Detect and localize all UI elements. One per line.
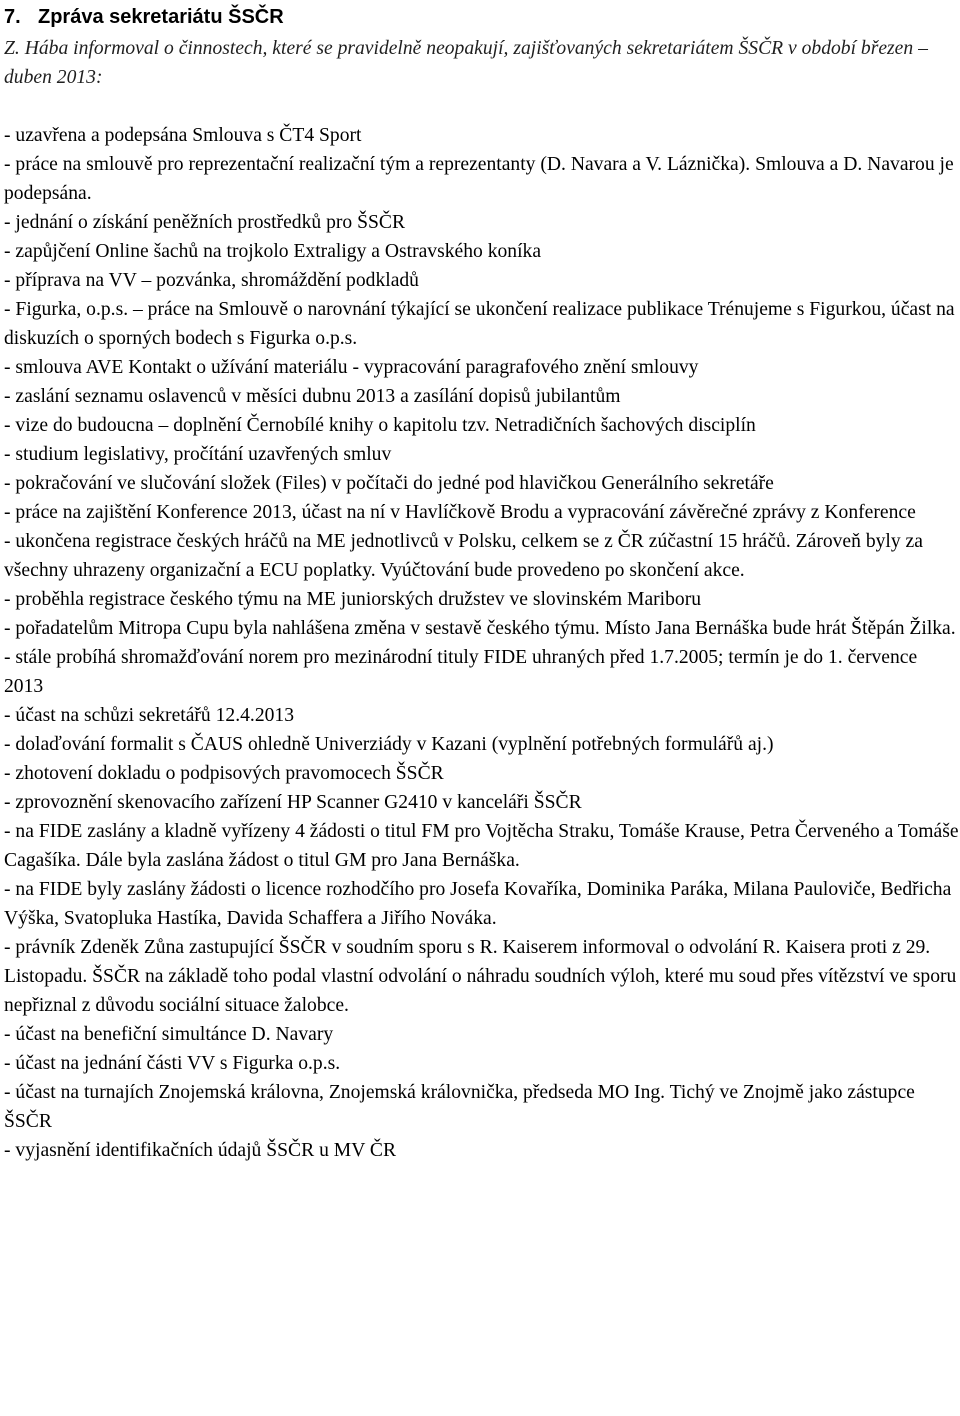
activity-item: - pokračování ve slučování složek (Files) v počítači do jedné pod hlavičkou Generálního sekretáře [4,473,774,494]
intro-paragraph: Z. Hába informoval o činnostech, které se pravidelně neopakují, zajišťovaných sekretariátem ŠSČR v období březen – duben 2013: [4,38,928,88]
section-number: 7. [4,6,21,28]
activity-item: - práce na zajištění Konference 2013, účast na ní v Havlíčkově Brodu a vypracování závěrečné zprávy z Konference [4,502,916,523]
activity-item: - práce na smlouvě pro reprezentační realizační tým a reprezentanty (D. Navara a V. Láznička). Smlouva a D. Navarou je podepsána. [4,154,954,204]
activity-item: - zapůjčení Online šachů na trojkolo Extraligy a Ostravského koníka [4,241,542,262]
activity-item: - pořadatelům Mitropa Cupu byla nahlášena změna v sestavě českého týmu. Místo Jana Bernáška bude hrát Štěpán Žilka. [4,618,956,639]
activity-item: - právník Zdeněk Zůna zastupující ŠSČR v soudním sporu s R. Kaiserem informoval o odvolání R. Kaisera proti z 29. Listopadu. ŠSČR na základě toho podal vlastní odvolání o náhradu soudních výloh, které mu soud přes vítězství ve sporu nepřiznal z důvodu sociální situace žalobce. [4,937,957,1016]
activity-item: - studium legislativy, pročítání uzavřených smluv [4,444,392,465]
activity-item: - ukončena registrace českých hráčů na ME jednotlivců v Polsku, celkem se z ČR zúčastní 15 hráčů. Zároveň byly za všechny uhrazeny organizační a ECU poplatky. Vyúčtování bude provedeno po skončení akce. [4,531,923,581]
activity-item: - zhotovení dokladu o podpisových pravomocech ŠSČR [4,763,444,784]
activity-item: - stále probíhá shromažďování norem pro mezinárodní tituly FIDE uhraných před 1.7.2005; termín je do 1. července 2013 [4,647,918,697]
activity-item: - jednání o získání peněžních prostředků pro ŠSČR [4,212,406,233]
activity-item: - vize do budoucna – doplnění Černobílé knihy o kapitolu tzv. Netradičních šachových disciplín [4,415,756,436]
section-heading [4,4,960,30]
activity-item: - účast na jednání části VV s Figurka o.p.s. [4,1053,341,1074]
activity-item: - Figurka, o.p.s. – práce na Smlouvě o narovnání týkající se ukončení realizace publikace Trénujeme s Figurkou, účast na diskuzích o sporných bodech s Figurka o.p.s. [4,299,955,349]
activity-item: - proběhla registrace českého týmu na ME juniorských družstev ve slovinském Mariboru [4,589,702,610]
activity-list [4,121,960,1165]
activity-item: - uzavřena a podepsána Smlouva s ČT4 Sport [4,125,362,146]
activity-item: - zprovoznění skenovacího zařízení HP Scanner G2410 v kanceláři ŠSČR [4,792,582,813]
activity-item: - na FIDE zaslány a kladně vyřízeny 4 žádosti o titul FM pro Vojtěcha Straku, Tomáše Krause, Petra Červeného a Tomáše Cagašíka. Dále byla zaslána žádost o titul GM pro Jana Bernáška. [4,821,959,871]
activity-item: - zaslání seznamu oslavenců v měsíci dubnu 2013 a zasílání dopisů jubilantům [4,386,621,407]
activity-item: - účast na schůzi sekretářů 12.4.2013 [4,705,295,726]
activity-item: - vyjasnění identifikačních údajů ŠSČR u MV ČR [4,1140,397,1161]
activity-item: - smlouva AVE Kontakt o užívání materiálu - vypracování paragrafového znění smlouvy [4,357,699,378]
activity-item: - dolaďování formalit s ČAUS ohledně Univerziády v Kazani (vyplnění potřebných formulářů aj.) [4,734,774,755]
activity-item: - účast na turnajích Znojemská královna, Znojemská královnička, předseda MO Ing. Tichý ve Znojmě jako zástupce ŠSČR [4,1082,915,1132]
activity-item: - účast na benefiční simultánce D. Navary [4,1024,334,1045]
activity-item: - na FIDE byly zaslány žádosti o licence rozhodčího pro Josefa Kovaříka, Dominika Paráka, Milana Pauloviče, Bedřicha Výška, Svatopluka Hastíka, Davida Schaffera a Jiřího Nováka. [4,879,952,929]
activity-item: - příprava na VV – pozvánka, shromáždění podkladů [4,270,419,291]
section-title: Zpráva sekretariátu ŠSČR [38,6,284,28]
